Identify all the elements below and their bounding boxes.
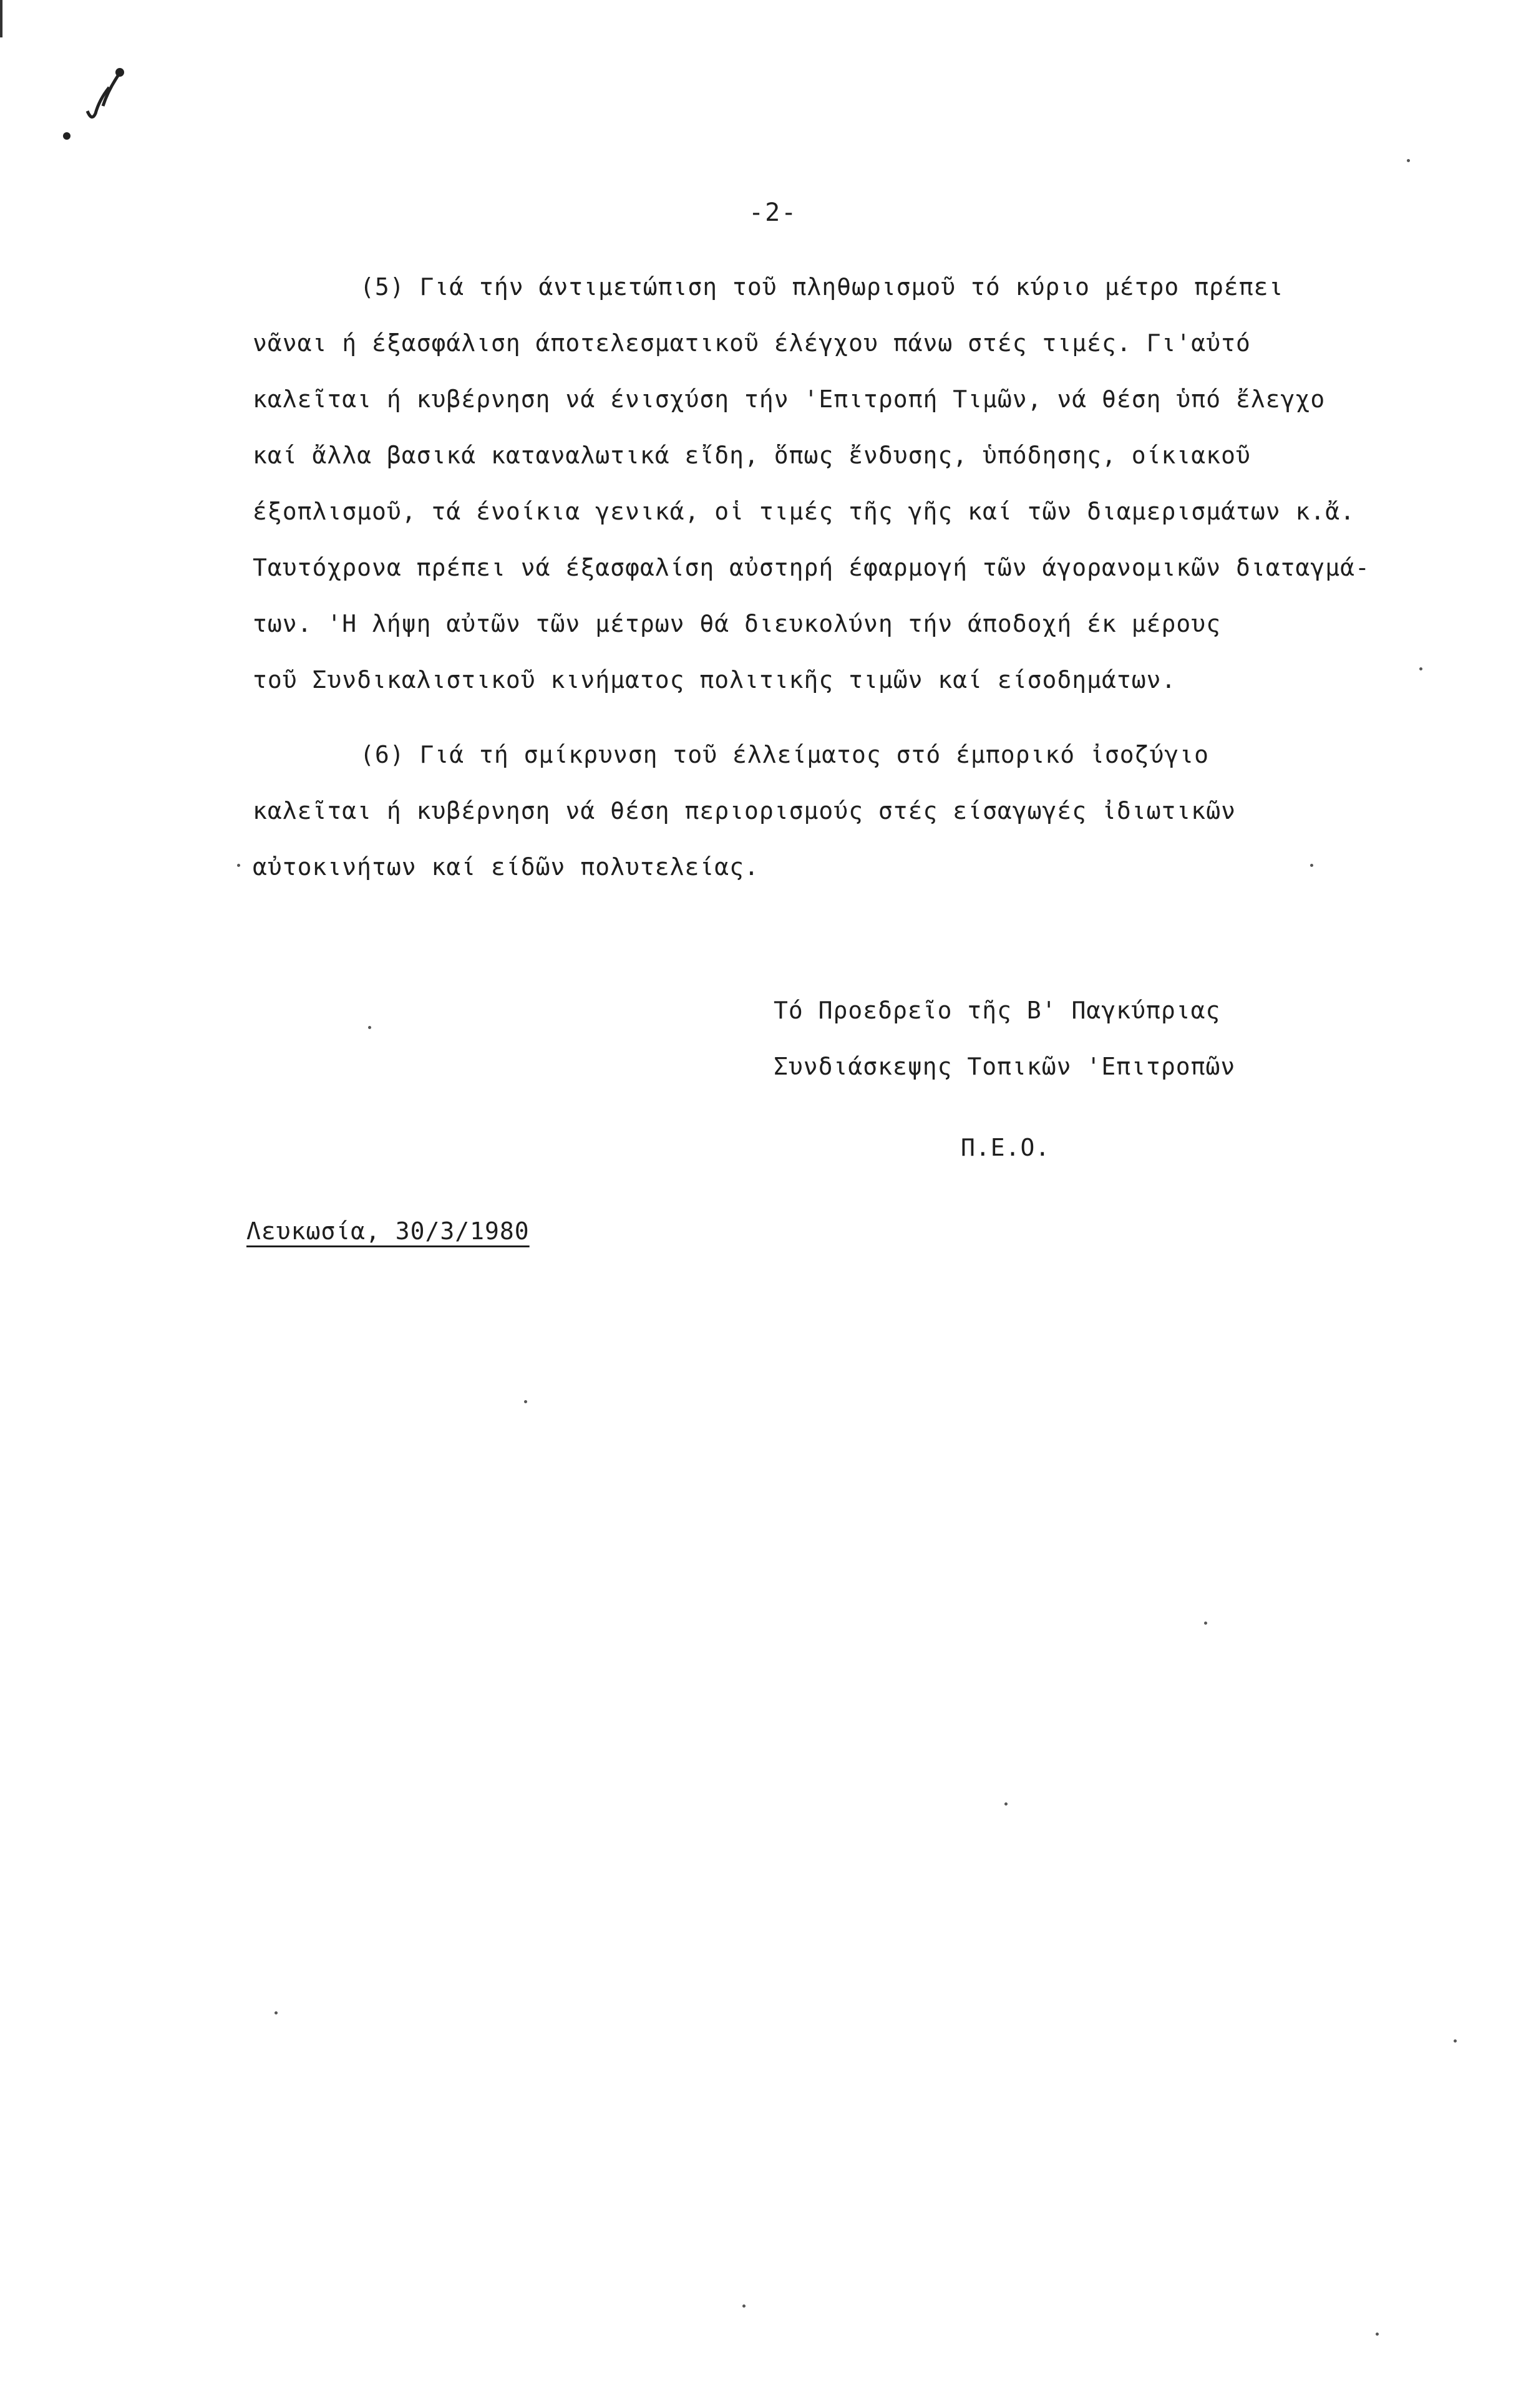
paragraph-line: αὐτοκινήτων καί είδῶν πολυτελείας. [253,853,759,881]
scan-edge-mark [0,0,2,37]
paragraph-line: καλεῖται ή κυβέρνηση νά θέση περιορισμούς στές είσαγωγές ἰδιωτικῶν [253,797,1236,824]
signature-block [774,982,1235,1176]
paragraph-line: (5) Γιά τήν άντιμετώπιση τοῦ πληθωρισμοῦ τό κύριο μέτρο πρέπει [360,273,1284,301]
paragraph-line: Ταυτόχρονα πρέπει νά έξασφαλίση αὐστηρή έφαρμογή τῶν άγορανομικῶν διαταγμά- [253,554,1370,581]
paragraph-line: νᾶναι ή έξασφάλιση άποτελεσματικοῦ έλέγχου πάνω στές τιμές. Γι'αὐτό [253,329,1251,357]
place-date: Λευκωσία, 30/3/1980 [246,1217,530,1245]
paragraph-line: τοῦ Συνδικαλιστικοῦ κινήματος πολιτικῆς τιμῶν καί είσοδημάτων. [253,666,1177,694]
paragraph-line: έξοπλισμοῦ, τά ένοίκια γενικά, οἱ τιμές τῆς γῆς καί τῶν διαμερισμάτων κ.ἄ. [253,498,1355,525]
paragraph-line: των. 'Η λήψη αὐτῶν τῶν μέτρων θά διευκολύνη τήν άποδοχή έκ μέρους [253,610,1222,637]
signature-line-2: Συνδιάσκεψης Τοπικῶν 'Επιτροπῶν [774,1053,1236,1080]
paragraph-6 [253,727,1438,895]
scan-speck [1376,2333,1379,2336]
scan-speck [1204,1622,1207,1625]
paragraph-line: (6) Γιά τή σμίκρυνση τοῦ έλλείματος στό έμπορικό ἰσοζύγιο [360,741,1210,768]
scan-speck [1004,1802,1008,1806]
scan-speck [1407,159,1410,162]
paragraph-line: καλεῖται ή κυβέρνηση νά ένισχύση τήν 'Επιτροπή Τιμῶν, νά θέση ὑπό ἔλεγχο [253,385,1326,413]
signature-line-1: Τό Προεδρεῖο τῆς Β' Παγκύπριας [774,997,1221,1024]
scan-speck [742,2304,746,2308]
scan-speck [368,1026,371,1029]
scan-speck [1419,667,1422,670]
paragraph-5 [253,259,1438,708]
organization-abbreviation: Π.Ε.Ο. [961,1134,1051,1161]
scan-speck [1310,864,1313,867]
scan-speck [1454,2039,1457,2043]
scan-speck [237,864,240,867]
scan-speck [524,1400,527,1403]
handwritten-mark [59,62,134,143]
scan-speck [275,2011,278,2014]
paragraph-line: καί ἄλλα βασικά καταναλωτικά εἴδη, ὅπως ἔνδυσης, ὑπόδησης, οίκιακοῦ [253,442,1251,469]
page-number: -2- [749,198,798,227]
